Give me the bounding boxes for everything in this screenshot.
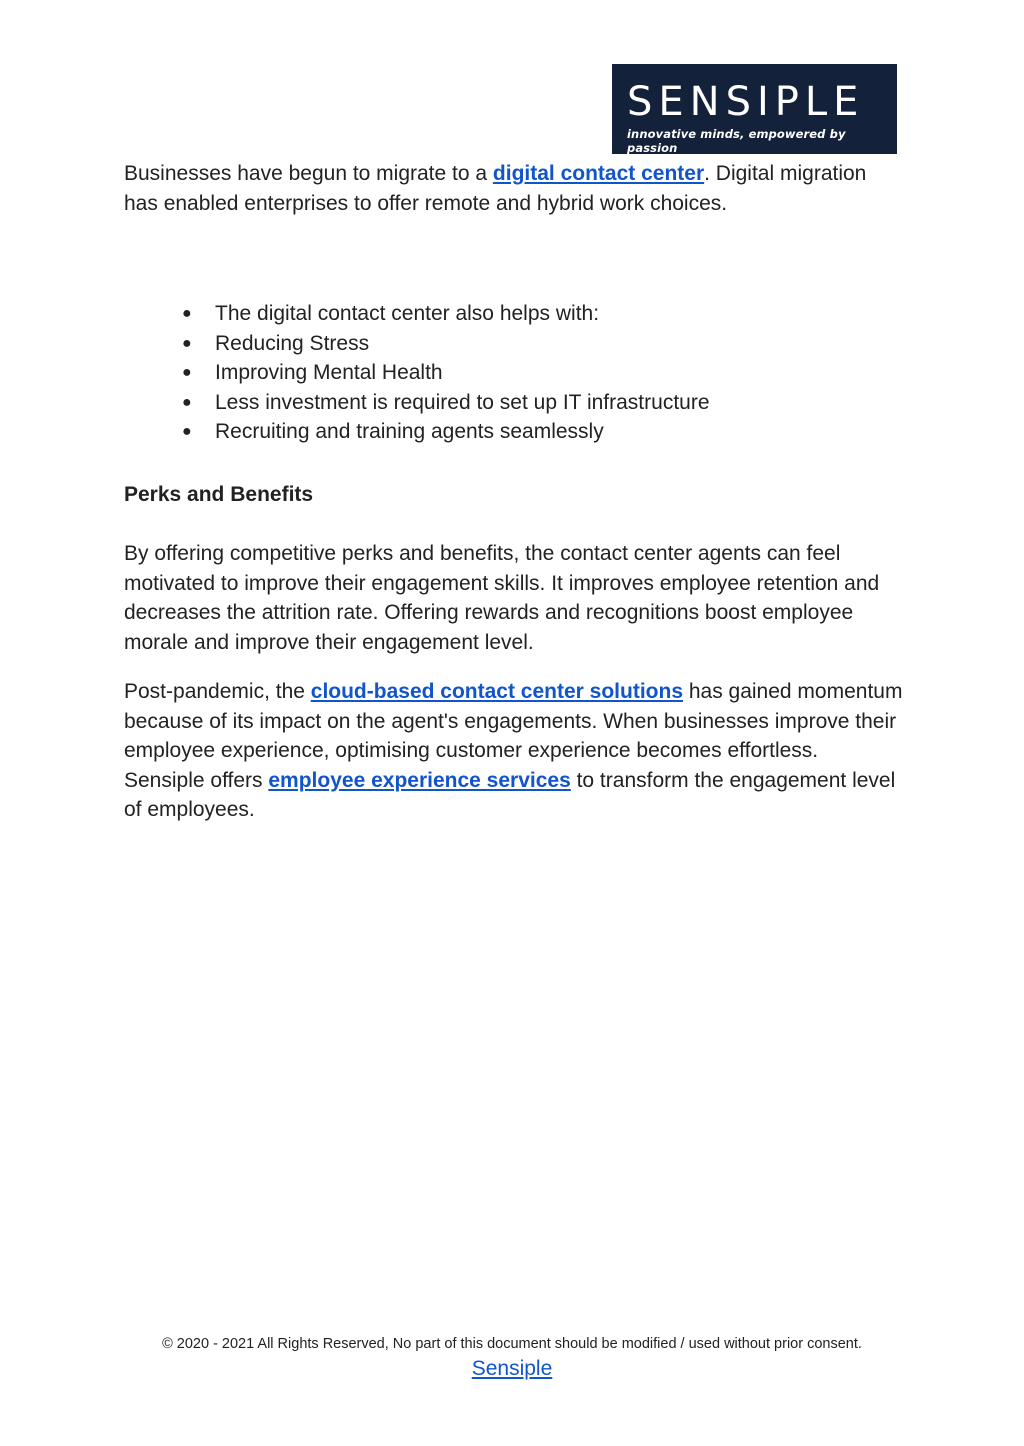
section-heading: Perks and Benefits bbox=[124, 483, 314, 506]
intro-text-after: . Digital migration has enabled enterprises to offer remote and hybrid work choices. bbox=[124, 162, 867, 215]
post-pandemic-paragraph bbox=[124, 677, 904, 825]
bullet-icon: ● bbox=[182, 334, 192, 352]
footer-sensiple-link[interactable]: Sensiple bbox=[471, 1357, 553, 1380]
list-item-text: The digital contact center also helps with: bbox=[215, 302, 600, 325]
list-item-text: Reducing Stress bbox=[215, 331, 370, 355]
benefits-list bbox=[182, 299, 710, 447]
list-item bbox=[182, 358, 710, 388]
perks-paragraph: By offering competitive perks and benefits, the contact center agents can feel motivated to improve their engagement skills. It improves employee retention and decreases the attrition rate. Offering rewards and recognitions boost employee morale and improve their engagement level. bbox=[124, 542, 880, 654]
bullet-icon: ● bbox=[182, 364, 192, 382]
list-item-text: Recruiting and training agents seamlessly bbox=[215, 420, 604, 444]
para2-text-after: to transform the engagement level of employees. bbox=[124, 768, 896, 821]
para2-text-middle: has gained momentum because of its impact on the agent's engagements. When businesses improve their employee experience, optimising customer experience becomes effortless. Sensiple offers bbox=[124, 680, 903, 792]
list-item-text: Less investment is required to set up IT infrastructure bbox=[215, 390, 710, 414]
digital-contact-center-link[interactable]: digital contact center bbox=[492, 162, 705, 185]
employee-experience-services-link[interactable]: employee experience services bbox=[268, 768, 571, 792]
logo-tagline: innovative minds, empowered by passion bbox=[627, 127, 846, 155]
intro-text-before: Businesses have begun to migrate to a bbox=[124, 162, 493, 185]
intro-paragraph bbox=[124, 159, 904, 218]
list-item bbox=[182, 388, 710, 418]
cloud-contact-center-link[interactable]: cloud-based contact center solutions bbox=[310, 680, 683, 703]
list-item bbox=[182, 417, 710, 447]
footer-link-container bbox=[0, 1357, 1024, 1381]
para2-text-before: Post-pandemic, the bbox=[124, 680, 311, 703]
document-body bbox=[124, 159, 904, 821]
list-item bbox=[182, 329, 710, 359]
bullet-icon: ● bbox=[182, 305, 192, 322]
list-item bbox=[182, 299, 710, 329]
footer-copyright: © 2020 - 2021 All Rights Reserved, No part of this document should be modified / used without prior consent. bbox=[162, 1336, 862, 1352]
logo-wordmark: SENSIPLE bbox=[627, 79, 865, 125]
bullet-icon: ● bbox=[182, 393, 192, 411]
sensiple-logo bbox=[612, 64, 897, 154]
bullet-icon: ● bbox=[182, 423, 192, 441]
list-item-text: Improving Mental Health bbox=[215, 361, 443, 385]
